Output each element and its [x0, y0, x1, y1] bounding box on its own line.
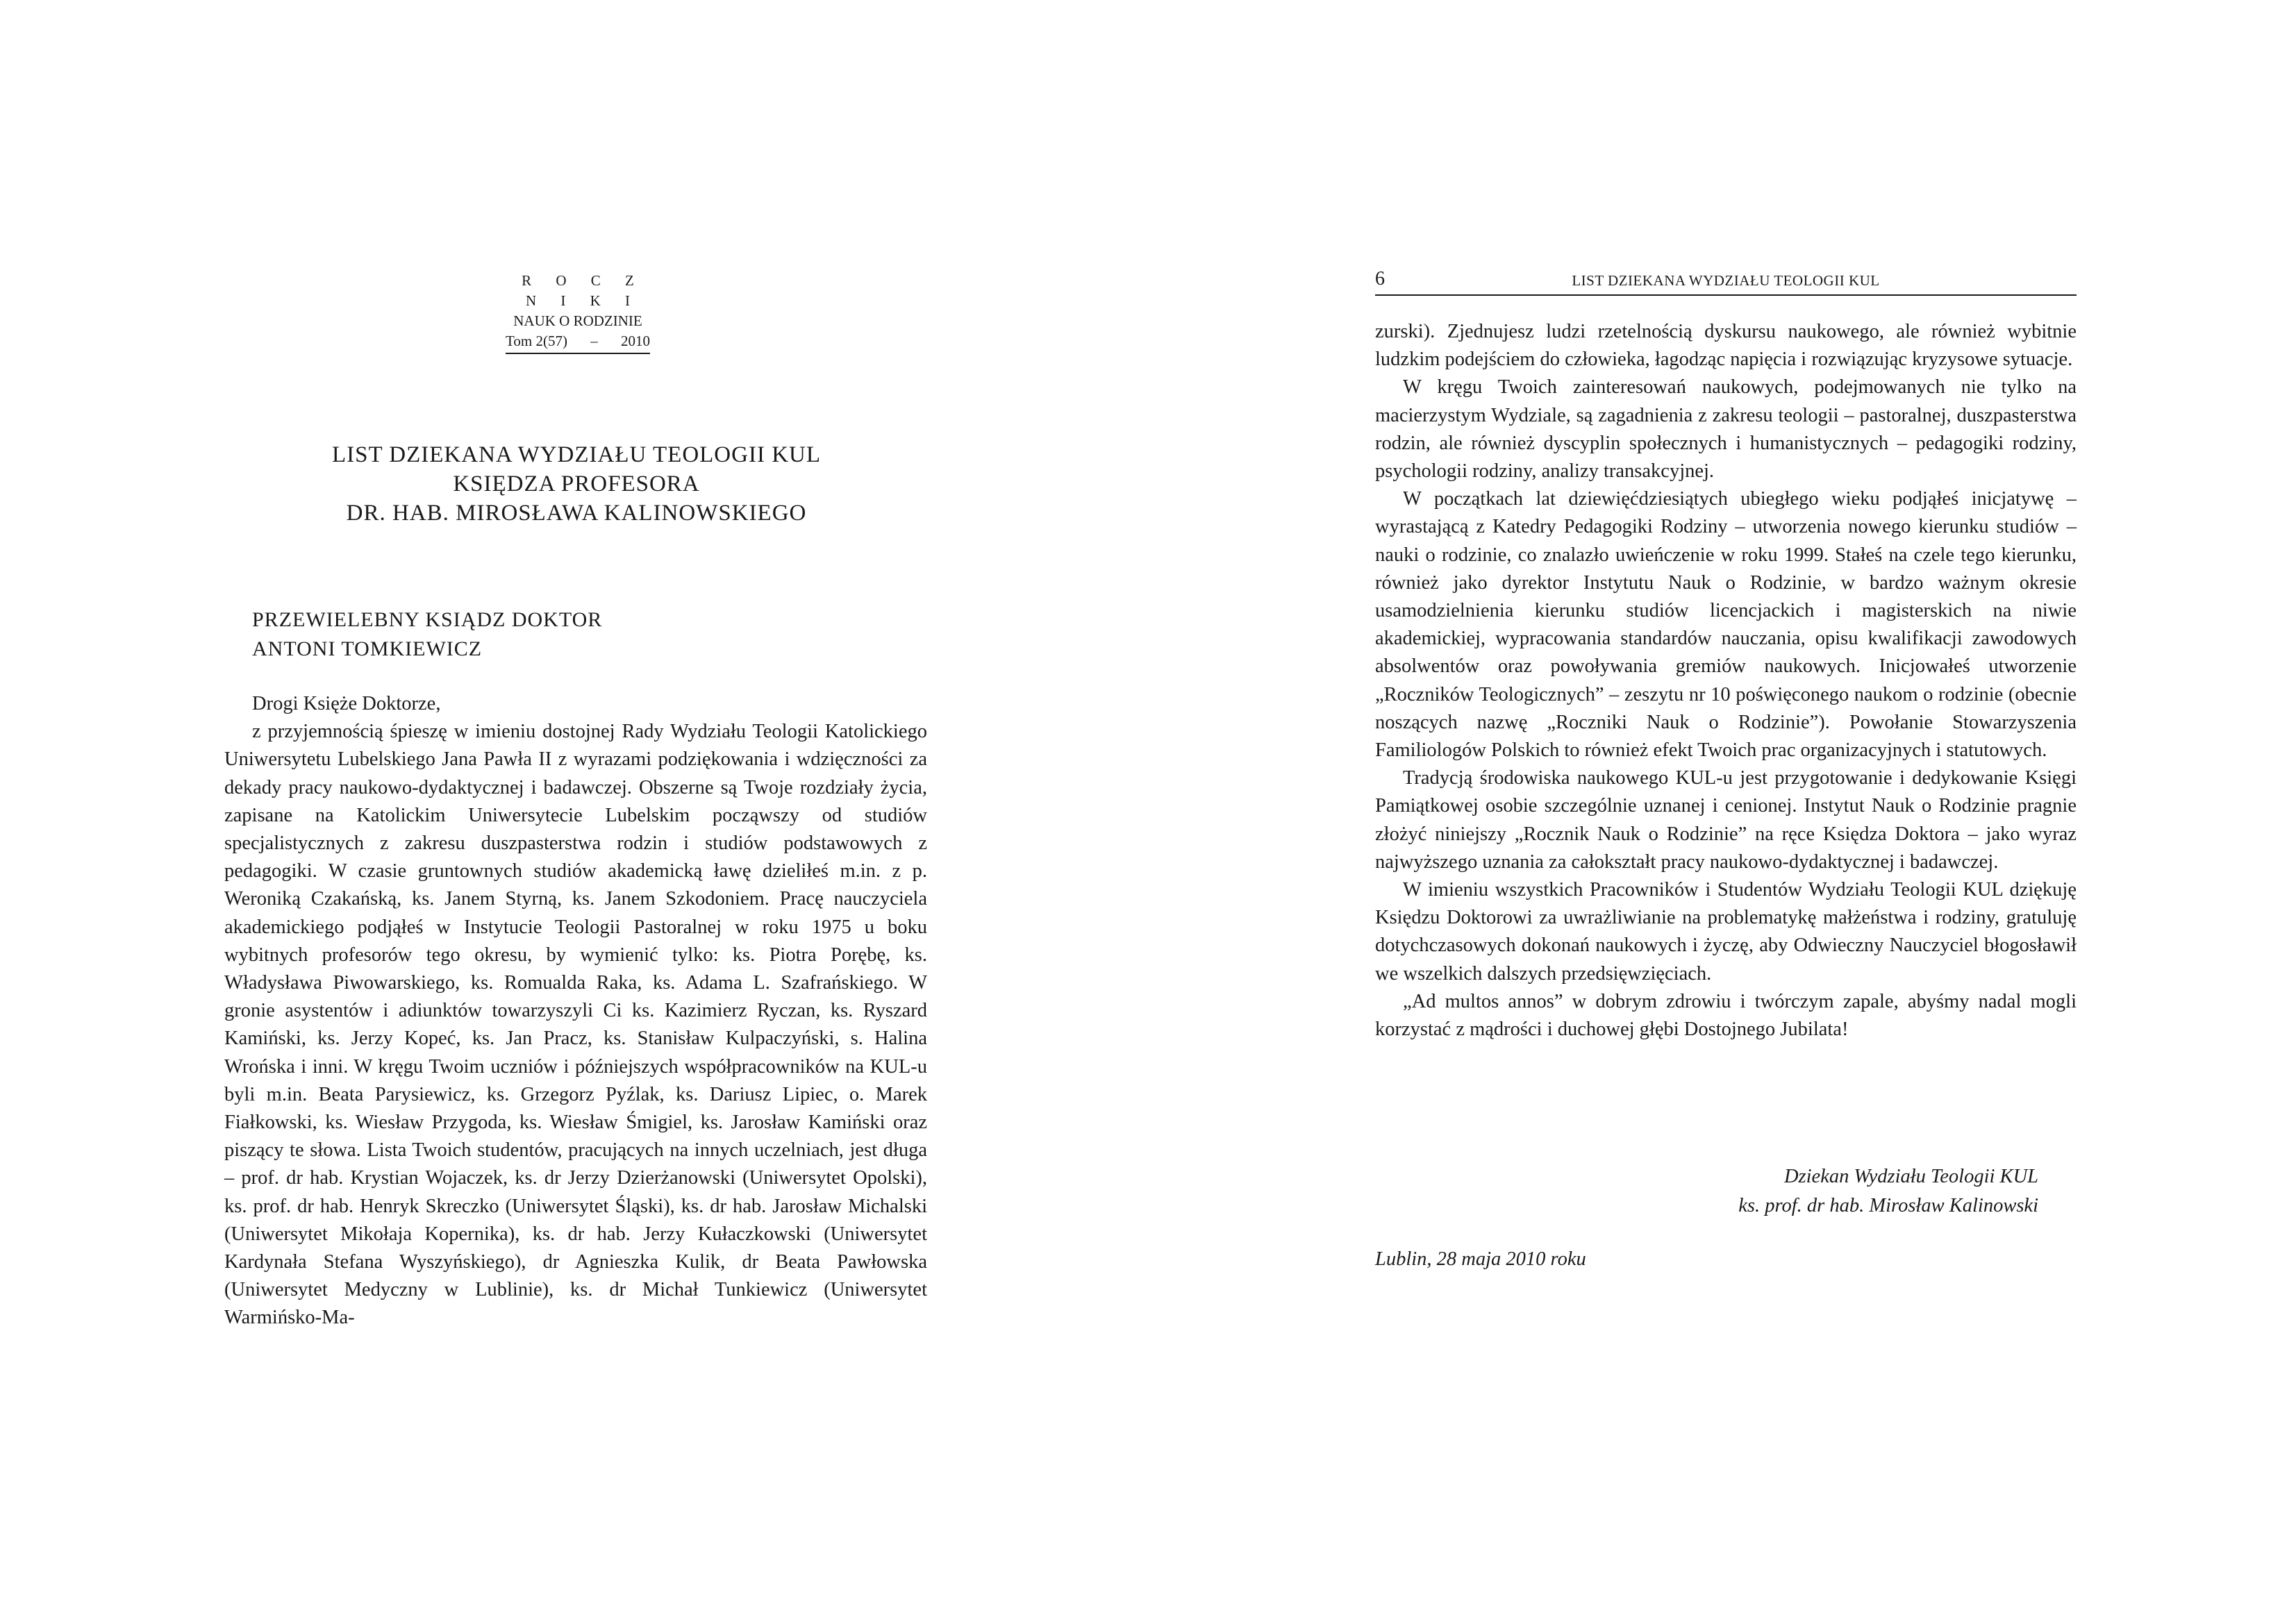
right-body-text — [1375, 318, 2077, 1044]
running-head-title: LIST DZIEKANA WYDZIAŁU TEOLOGII KUL — [1572, 272, 1880, 289]
article-title — [229, 440, 924, 528]
addressee — [252, 605, 877, 664]
place-and-date: Lublin, 28 maja 2010 roku — [1375, 1248, 1586, 1270]
masthead-volume-line — [506, 331, 650, 351]
body-paragraph: z przyjemnością śpieszę w imieniu dostojnej Rady Wydziału Teologii Katolickiego Uniwersytetu Lubelskiego Jana Pawła II z wyrazami podziękowania i wdzięczności za dekady pracy naukowo-dydaktycznej i badawczej. Obszerne są Twoje rozdziały życia, zapisane na Katolickim Uniwersytecie Lubelskim począwszy od studiów specjalistycznych z zakresu duszpasterstwa rodzin i studiów podstawowych z pedagogiki. W czasie gruntownych studiów akademicką ławę dzieliłeś m.in. z p. Weroniką Czakańską, ks. Janem Styrną, ks. Janem Szkodoniem. Pracę nauczyciela akademickiego podjąłeś w Instytucie Teologii Pastoralnej w roku 1975 u boku wybitnych profesorów tego okresu, by wymienić tylko: ks. Piotra Porębę, ks. Władysława Piwowarskiego, ks. Romualda Raka, ks. Adama L. Szafrańskiego. W gronie asystentów i adiunktów towarzyszyli Ci ks. Kazimierz Ryczan, ks. Ryszard Kamiński, ks. Jerzy Kopeć, ks. Jan Pracz, ks. Stanisław Kulpaczyński, s. Halina Wrońska i inni. W kręgu Twoim uczniów i późniejszych współpracowników na KUL-u byli m.in. Beata Parysiewicz, ks. Grzegorz Pyźlak, ks. Dariusz Lipiec, o. Marek Fiałkowski, ks. Wiesław Przygoda, ks. Wiesław Śmigiel, ks. Jarosław Kamiński oraz piszący te słowa. Lista Twoich studentów, pracujących na innych uczelniach, jest długa – prof. dr hab. Krystian Wojaczek, ks. dr Jerzy Dzierżanowski (Uniwersytet Opolski), ks. prof. dr hab. Henryk Skreczko (Uniwersytet Śląski), ks. dr hab. Jarosław Michalski (Uniwersytet Mikołaja Kopernika), ks. dr hab. Jerzy Kułaczkowski (Uniwersytet Kardynała Stefana Wyszyńskiego), dr Agnieszka Kulik, dr Beata Pawłowska (Uniwersytet Medyczny w Lublinie), ks. dr Michał Tunkiewicz (Uniwersytet Warmińsko-Ma- — [224, 721, 927, 1329]
masthead-volume: Tom 2(57) — [506, 333, 567, 349]
body-paragraph: W imieniu wszystkich Pracowników i Studentów Wydziału Teologii KUL dziękuję Księdzu Doktorowi za uwrażliwianie na problematykę małżeństwa i rodziny, gratuluję dotychczasowych dokonań naukowych i życzę, aby Odwieczny Nauczyciel błogosławił we wszelkich dalszych przedsięwzięciach. — [1375, 879, 2077, 985]
addressee-line-2: ANTONI TOMKIEWICZ — [252, 637, 483, 660]
body-paragraph: Tradycją środowiska naukowego KUL-u jest przygotowanie i dedykowanie Księgi Pamiątkowej osobie szczególnie uznanej i cenionej. Instytut Nauk o Rodzinie pragnie złożyć niniejszy „Rocznik Nauk o Rodzinie” na ręce Księdza Doktora – jako wyraz najwyższego uznania za całokształt pracy naukowo-dydaktycznej i badawczej. — [1375, 767, 2077, 873]
salutation: Drogi Księże Doktorze, — [252, 693, 441, 714]
running-head — [1375, 268, 2077, 296]
addressee-line-1: PRZEWIELEBNY KSIĄDZ DOKTOR — [252, 608, 603, 631]
masthead-dash: – — [590, 333, 598, 349]
body-paragraph: W początkach lat dziewięćdziesiątych ubiegłego wieku podjąłeś inicjatywę – wyrastającą z Katedry Pedagogiki Rodziny – utworzenia nowego kierunku studiów – nauki o rodzinie, co znalazło uwieńczenie w roku 1999. Stałeś na czele tego kierunku, również jako dyrektor Instytutu Nauk o Rodzinie, w bardzo ważnym okresie usamodzielnienia kierunku studiów licencjackich i magisterskich na niwie akademickiej, wypracowania standardów nauczania, opisu kwalifikacji zawodowych absolwentów oraz powoływania gremiów naukowych. Inicjowałeś utworzenie „Roczników Teologicznych” – zeszytu nr 10 poświęconego naukom o rodzinie (obecnie noszących nazwę „Roczniki Nauk o Rodzinie”). Powołanie Stowarzyszenia Familiologów Polskich to również efekt Twoich prac organizacyjnych i statutowych. — [1375, 488, 2077, 762]
signature-block — [1704, 1162, 2038, 1221]
left-body-text — [224, 690, 927, 1332]
journal-masthead — [506, 271, 650, 354]
body-paragraph: zurski). Zjednujesz ludzi rzetelnością dyskursu naukowego, ale również wybitnie ludzkim podejściem do człowieka, łagodząc napięcia i rozwiązując kryzysowe sytuacje. — [1375, 321, 2077, 371]
body-paragraph: W kręgu Twoich zainteresowań naukowych, podejmowanych nie tylko na macierzystym Wydziale, są zagadnienia z zakresu teologii – pastoralnej, duszpasterstwa rodzin, ale również dyscyplin społecznych i humanistycznych – pedagogiki rodziny, psychologii rodziny, analizy transakcyjnej. — [1375, 376, 2077, 483]
title-line-2: KSIĘDZA PROFESORA — [453, 471, 700, 496]
masthead-year: 2010 — [621, 333, 650, 349]
title-line-1: LIST DZIEKANA WYDZIAŁU TEOLOGII KUL — [331, 442, 822, 467]
signature-title: Dziekan Wydziału Teologii KUL — [1783, 1166, 2038, 1187]
masthead-series: R O C Z N I K I — [522, 272, 644, 309]
right-page — [1148, 0, 2296, 1624]
page-number: 6 — [1375, 268, 1386, 290]
signature-name: ks. prof. dr hab. Mirosław Kalinowski — [1738, 1195, 2038, 1216]
title-line-3: DR. HAB. MIROSŁAWA KALINOWSKIEGO — [346, 501, 807, 526]
body-paragraph: „Ad multos annos” w dobrym zdrowiu i twórczym zapale, abyśmy nadal mogli korzystać z mądrości i duchowej głębi Dostojnego Jubilata! — [1375, 990, 2077, 1041]
masthead-journal-name: NAUK O RODZINIE — [513, 312, 642, 329]
